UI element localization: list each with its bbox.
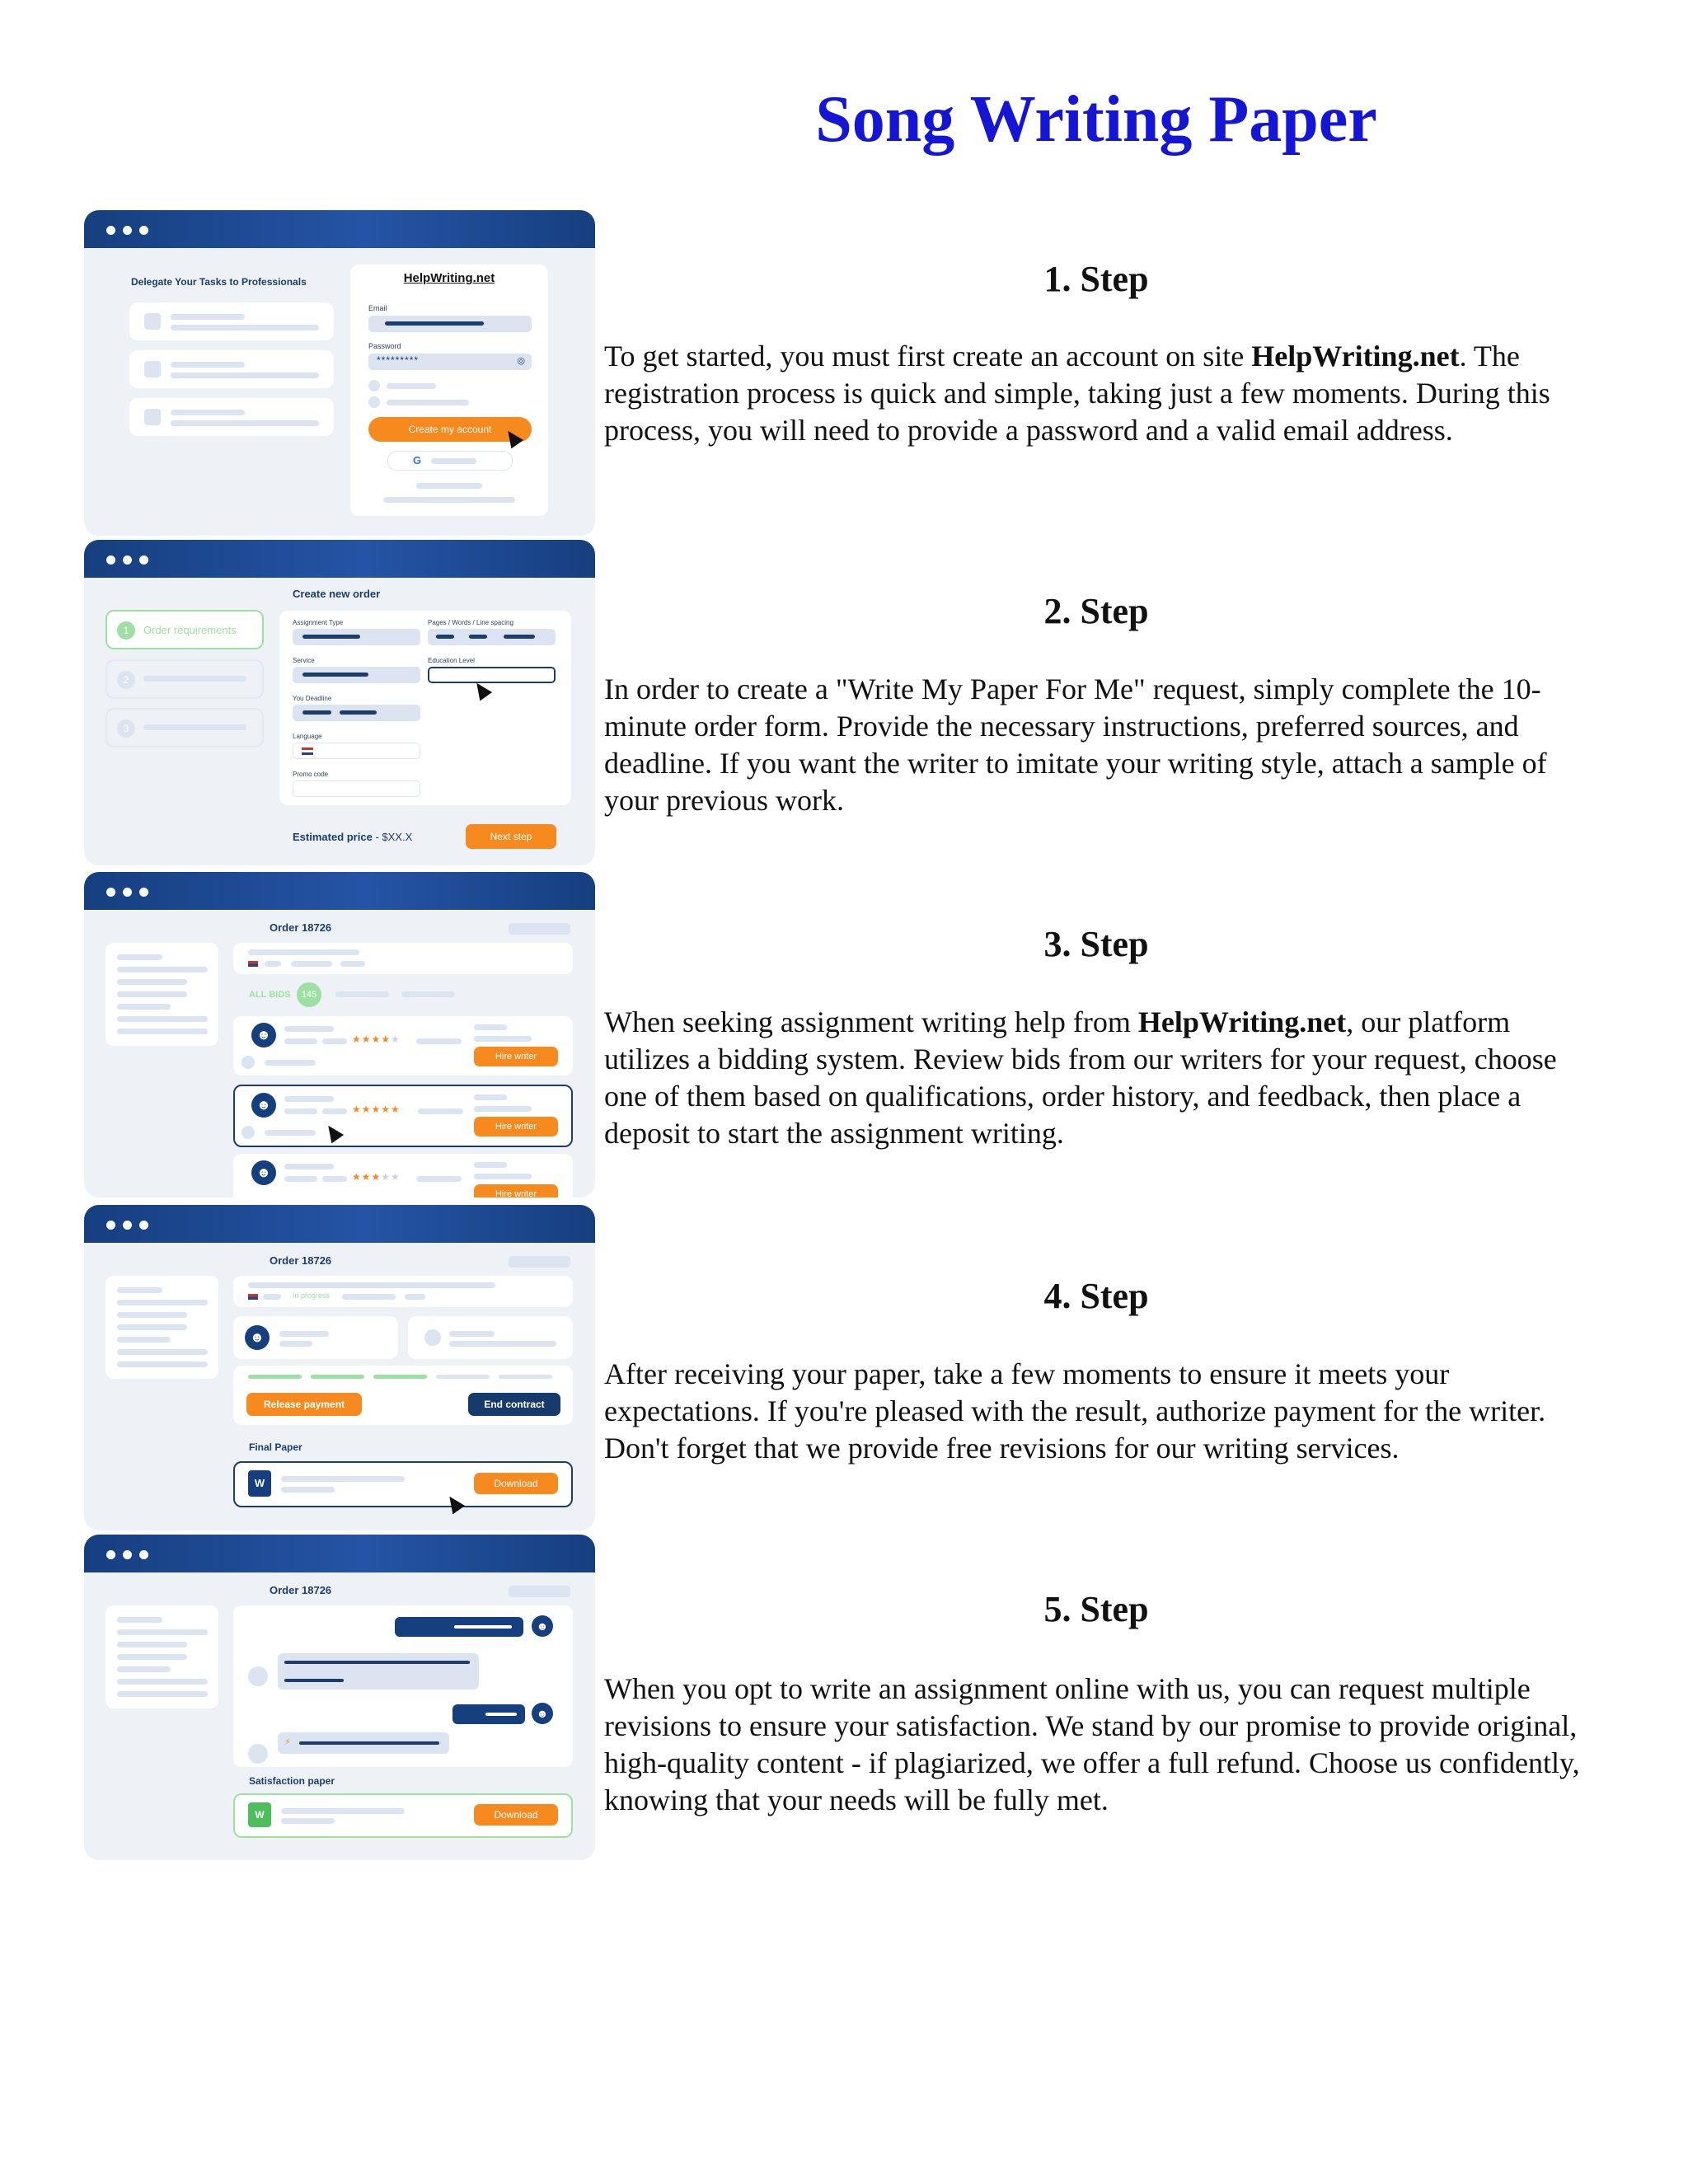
task-card xyxy=(129,302,334,340)
sidebar-card xyxy=(106,1605,218,1708)
task-card xyxy=(129,350,334,388)
browser-bar xyxy=(84,210,595,248)
bid-card[interactable] xyxy=(233,1016,573,1076)
browser-bar xyxy=(84,540,595,578)
attachment-icon: ⚡ xyxy=(284,1737,291,1747)
education-level-select[interactable] xyxy=(428,667,556,683)
status-badge: In progress xyxy=(293,1291,331,1300)
writer-avatar-icon: ☻ xyxy=(532,1703,553,1724)
bid-card-selected[interactable] xyxy=(233,1085,573,1147)
us-flag-icon xyxy=(302,748,313,755)
language-select[interactable] xyxy=(293,743,420,759)
step-1-text: To get started, you must first create an account on site HelpWriting.net. The registration process is quick and simple, taking just a few moments. During this process, you will need to provide a password and a valid email address. xyxy=(604,340,1550,447)
screenshot-satisfaction xyxy=(84,1535,595,1860)
order-form-heading: Create new order xyxy=(293,588,381,600)
step-5-heading: 5. Step xyxy=(1043,1589,1149,1629)
screenshot-signup xyxy=(84,210,595,536)
download-button[interactable]: Download xyxy=(474,1804,558,1825)
satisfaction-paper-file[interactable] xyxy=(233,1793,573,1838)
payment-card xyxy=(233,1366,573,1425)
final-paper-file[interactable] xyxy=(233,1461,573,1507)
hire-writer-button[interactable]: Hire writer xyxy=(474,1117,558,1137)
password-field[interactable]: ********* ◎ xyxy=(368,354,532,370)
screenshot-order-form xyxy=(84,540,595,865)
page-title: Song Writing Paper xyxy=(815,83,1377,156)
order-number: Order 18726 xyxy=(270,1584,332,1596)
step-two[interactable]: 2 xyxy=(106,659,264,699)
promo-code-input[interactable] xyxy=(293,780,420,797)
chat-message-in xyxy=(278,1653,479,1690)
writer-card xyxy=(233,1316,398,1359)
chat-message-in xyxy=(278,1732,449,1754)
window-dots xyxy=(106,1549,156,1563)
window-dots xyxy=(106,554,156,569)
email-label: Email xyxy=(368,304,387,312)
writer-avatar-icon: ☻ xyxy=(245,1325,270,1350)
browser-bar xyxy=(84,872,595,910)
download-button[interactable]: Download xyxy=(474,1473,558,1494)
chat-message-out xyxy=(395,1617,523,1637)
all-bids-label: ALL BIDS xyxy=(249,990,291,1000)
end-contract-button[interactable]: End contract xyxy=(468,1393,560,1416)
signup-form xyxy=(350,265,548,516)
password-label: Password xyxy=(368,342,401,350)
estimated-price: Estimated price - $XX.X xyxy=(293,831,413,843)
eye-icon[interactable]: ◎ xyxy=(517,356,525,366)
cursor-icon xyxy=(322,1122,344,1144)
order-form-card: Assignment Type Pages / Words / Line spacing Service Education Level You Deadline Language Promo code xyxy=(279,611,571,805)
step-3-text: When seeking assignment writing help from HelpWriting.net, our platform utilizes a bidding system. Review bids from our writers for your request, choose one of them based on qualifications, order history, and feedback, then place a deposit to start the assignment writing. xyxy=(604,1005,1557,1150)
sidebar-card xyxy=(106,943,218,1046)
step-2-heading: 2. Step xyxy=(1043,591,1149,631)
satisfaction-paper-label: Satisfaction paper xyxy=(249,1775,335,1787)
hire-writer-button[interactable]: Hire writer xyxy=(474,1184,558,1197)
screenshot-final-paper xyxy=(84,1205,595,1530)
chat-message-out xyxy=(452,1704,525,1724)
step-4-heading: 4. Step xyxy=(1043,1276,1149,1316)
sidebar-card xyxy=(106,1276,218,1379)
rating-stars: ★★★★★ xyxy=(352,1033,401,1045)
google-button[interactable] xyxy=(387,451,513,471)
bids-count-badge: 145 xyxy=(297,982,321,1007)
window-dots xyxy=(106,886,156,901)
deadline-field[interactable] xyxy=(293,705,420,721)
task-card xyxy=(129,398,334,436)
file-icon: W xyxy=(248,1802,271,1827)
order-number: Order 18726 xyxy=(270,1254,332,1267)
writer-avatar-icon: ☻ xyxy=(251,1023,276,1047)
word-file-icon: W xyxy=(248,1470,271,1497)
step-order-requirements[interactable]: 1 Order requirements xyxy=(106,610,264,649)
browser-bar xyxy=(84,1205,595,1243)
writer-avatar-icon: ☻ xyxy=(532,1615,553,1637)
assignment-type-select[interactable] xyxy=(293,629,420,645)
hire-writer-button[interactable]: Hire writer xyxy=(474,1047,558,1066)
chat-panel xyxy=(233,1605,573,1767)
rating-stars: ★★★★★ xyxy=(352,1171,401,1183)
writer-avatar-icon: ☻ xyxy=(251,1093,276,1118)
brand-logo: HelpWriting.net xyxy=(403,271,495,285)
step-three[interactable]: 3 xyxy=(106,708,264,748)
browser-bar xyxy=(84,1535,595,1572)
support-card xyxy=(408,1316,573,1359)
rating-stars: ★★★★★ xyxy=(352,1104,401,1115)
service-select[interactable] xyxy=(293,667,420,683)
step-2-text: In order to create a "Write My Paper For Me" request, simply complete the 10-minute order form. Provide the necessary instructions, preferred sources, and deadline. If you want the writer to imitate your writing style, attach a sample of your previous work. xyxy=(604,673,1547,817)
create-account-button[interactable]: Create my account xyxy=(368,417,532,442)
order-summary xyxy=(233,943,573,974)
order-number: Order 18726 xyxy=(270,921,332,934)
step-4-text: After receiving your paper, take a few moments to ensure it meets your expectations. If you're pleased with the result, authorize payment for the writer. Don't forget that we provide free revisions for our writing services. xyxy=(604,1357,1546,1465)
writer-avatar-icon: ☻ xyxy=(251,1160,276,1185)
bid-card[interactable] xyxy=(233,1154,573,1197)
final-paper-label: Final Paper xyxy=(249,1441,302,1453)
step-1-heading: 1. Step xyxy=(1043,259,1149,299)
delegate-heading: Delegate Your Tasks to Professionals xyxy=(131,276,307,288)
window-dots xyxy=(106,1219,156,1234)
google-icon: G xyxy=(413,454,422,466)
order-summary xyxy=(233,1276,573,1307)
pages-fields[interactable] xyxy=(428,629,556,645)
step-5-text: When you opt to write an assignment online with us, you can request multiple revisions to ensure your satisfaction. We stand by our promise to provide original, high-quality content - if plagiarized, we offer a full refund. Choose us confidently, knowing that your needs will be fully met. xyxy=(604,1672,1580,1816)
screenshot-bids xyxy=(84,872,595,1197)
next-step-button[interactable]: Next step xyxy=(466,824,556,849)
step-3-heading: 3. Step xyxy=(1043,924,1149,964)
window-dots xyxy=(106,224,156,239)
email-field[interactable] xyxy=(368,316,532,332)
release-payment-button[interactable]: Release payment xyxy=(246,1393,362,1416)
